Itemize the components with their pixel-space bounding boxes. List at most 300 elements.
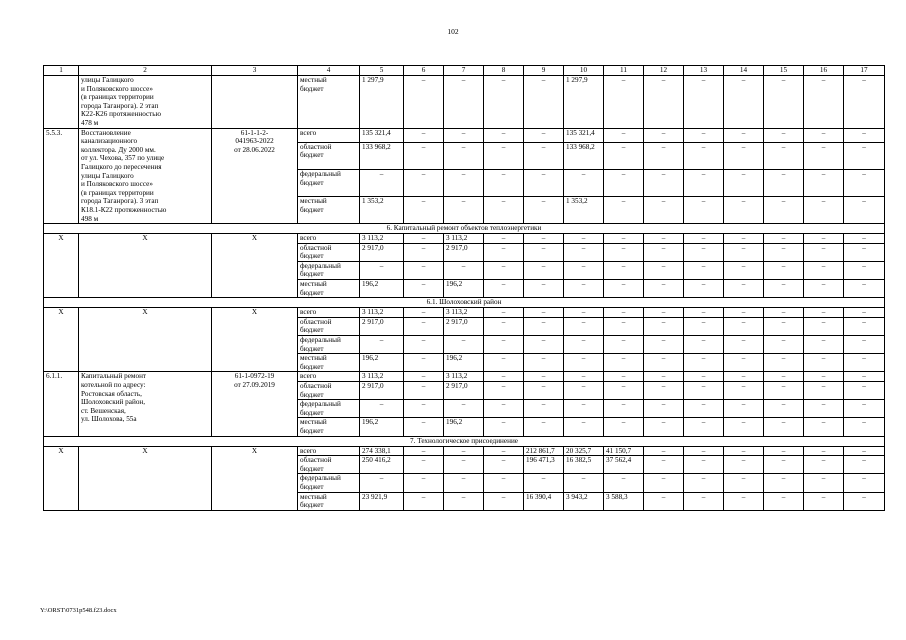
value-cell: – bbox=[764, 234, 804, 244]
value-cell: 2 917,0 bbox=[360, 382, 404, 400]
value-cell: – bbox=[764, 169, 804, 196]
value-cell: – bbox=[724, 169, 764, 196]
funding-source-cell: местный бюджет bbox=[298, 492, 360, 510]
value-cell: – bbox=[484, 169, 524, 196]
item-number-cell: Х bbox=[44, 308, 79, 372]
value-cell: 212 861,7 bbox=[524, 446, 564, 456]
value-cell: – bbox=[444, 336, 484, 354]
value-cell: – bbox=[684, 382, 724, 400]
table-row bbox=[44, 308, 885, 318]
value-cell: – bbox=[524, 336, 564, 354]
funding-source-cell: всего bbox=[298, 128, 360, 142]
value-cell: 3 113,2 bbox=[360, 372, 404, 382]
value-cell: – bbox=[404, 354, 444, 372]
value-cell: – bbox=[684, 280, 724, 298]
value-cell: – bbox=[564, 418, 604, 436]
value-cell: – bbox=[684, 261, 724, 279]
column-number-cell: 17 bbox=[844, 66, 885, 76]
value-cell: 3 113,2 bbox=[444, 372, 484, 382]
value-cell: – bbox=[484, 234, 524, 244]
funding-source-cell: местный бюджет bbox=[298, 197, 360, 224]
document-number-cell: Х bbox=[212, 446, 298, 510]
value-cell: – bbox=[644, 261, 684, 279]
value-cell: 2 917,0 bbox=[444, 243, 484, 261]
section-title: 6. Капитальный ремонт объектов теплоэнергетики bbox=[44, 224, 885, 234]
value-cell: – bbox=[484, 474, 524, 492]
value-cell: – bbox=[764, 418, 804, 436]
value-cell: – bbox=[764, 382, 804, 400]
value-cell: – bbox=[804, 308, 844, 318]
value-cell: – bbox=[360, 169, 404, 196]
table-row bbox=[44, 76, 885, 129]
value-cell: – bbox=[444, 456, 484, 474]
column-number-cell: 5 bbox=[360, 66, 404, 76]
funding-source-cell: областной бюджет bbox=[298, 142, 360, 169]
value-cell: – bbox=[764, 400, 804, 418]
value-cell: 2 917,0 bbox=[444, 382, 484, 400]
value-cell: – bbox=[404, 142, 444, 169]
funding-source-cell: областной бюджет bbox=[298, 456, 360, 474]
document-number-cell: 61-1-1-2- 041963-2022 от 28.06.2022 bbox=[212, 128, 298, 224]
funding-source-cell: местный бюджет bbox=[298, 354, 360, 372]
value-cell: – bbox=[804, 243, 844, 261]
funding-source-cell: местный бюджет bbox=[298, 76, 360, 129]
value-cell: – bbox=[404, 280, 444, 298]
value-cell: – bbox=[724, 400, 764, 418]
value-cell: – bbox=[844, 317, 885, 335]
value-cell: – bbox=[804, 234, 844, 244]
value-cell: – bbox=[484, 142, 524, 169]
file-path-footer: Y:\ORST\0731p548.f23.docx bbox=[40, 607, 117, 614]
value-cell: – bbox=[644, 169, 684, 196]
value-cell: – bbox=[404, 243, 444, 261]
column-number-cell: 13 bbox=[684, 66, 724, 76]
value-cell: 133 968,2 bbox=[564, 142, 604, 169]
value-cell: 16 390,4 bbox=[524, 492, 564, 510]
value-cell: – bbox=[844, 308, 885, 318]
value-cell: – bbox=[724, 308, 764, 318]
value-cell: – bbox=[604, 280, 644, 298]
value-cell: – bbox=[724, 243, 764, 261]
value-cell: – bbox=[484, 128, 524, 142]
value-cell: – bbox=[764, 336, 804, 354]
value-cell: – bbox=[684, 474, 724, 492]
value-cell: 3 113,2 bbox=[360, 308, 404, 318]
value-cell: – bbox=[684, 317, 724, 335]
value-cell: – bbox=[564, 336, 604, 354]
value-cell: – bbox=[604, 128, 644, 142]
document-number-cell: Х bbox=[212, 308, 298, 372]
value-cell: – bbox=[644, 128, 684, 142]
document-number-cell: Х bbox=[212, 234, 298, 298]
value-cell: – bbox=[844, 474, 885, 492]
value-cell: – bbox=[764, 280, 804, 298]
value-cell: – bbox=[844, 76, 885, 129]
value-cell: – bbox=[604, 336, 644, 354]
value-cell: – bbox=[684, 243, 724, 261]
value-cell: – bbox=[764, 128, 804, 142]
value-cell: – bbox=[444, 261, 484, 279]
value-cell: – bbox=[764, 354, 804, 372]
value-cell: 3 113,2 bbox=[360, 234, 404, 244]
value-cell: – bbox=[804, 446, 844, 456]
value-cell: – bbox=[360, 261, 404, 279]
item-number-cell: 6.1.1. bbox=[44, 372, 79, 436]
value-cell: – bbox=[724, 418, 764, 436]
value-cell: 1 353,2 bbox=[360, 197, 404, 224]
value-cell: – bbox=[684, 169, 724, 196]
value-cell: – bbox=[444, 492, 484, 510]
value-cell: – bbox=[644, 76, 684, 129]
value-cell: – bbox=[564, 308, 604, 318]
value-cell: – bbox=[524, 142, 564, 169]
value-cell: – bbox=[524, 382, 564, 400]
value-cell: – bbox=[724, 142, 764, 169]
value-cell: – bbox=[564, 280, 604, 298]
column-number-cell: 14 bbox=[724, 66, 764, 76]
column-number-cell: 9 bbox=[524, 66, 564, 76]
value-cell: – bbox=[524, 128, 564, 142]
section-title: 7. Технологическое присоединение bbox=[44, 436, 885, 446]
value-cell: – bbox=[844, 400, 885, 418]
value-cell: – bbox=[444, 142, 484, 169]
value-cell: – bbox=[684, 446, 724, 456]
value-cell: 3 588,3 bbox=[604, 492, 644, 510]
value-cell: 2 917,0 bbox=[360, 317, 404, 335]
value-cell: – bbox=[644, 372, 684, 382]
value-cell: – bbox=[684, 372, 724, 382]
column-number-row bbox=[44, 66, 885, 76]
value-cell: 196,2 bbox=[360, 354, 404, 372]
value-cell: – bbox=[484, 372, 524, 382]
value-cell: – bbox=[804, 492, 844, 510]
value-cell: – bbox=[604, 234, 644, 244]
value-cell: 196,2 bbox=[360, 280, 404, 298]
value-cell: – bbox=[724, 234, 764, 244]
value-cell: – bbox=[484, 336, 524, 354]
value-cell: – bbox=[484, 400, 524, 418]
item-number-cell: Х bbox=[44, 446, 79, 510]
value-cell: – bbox=[524, 243, 564, 261]
value-cell: – bbox=[844, 234, 885, 244]
value-cell: 1 297,9 bbox=[564, 76, 604, 129]
value-cell: – bbox=[404, 382, 444, 400]
value-cell: – bbox=[844, 382, 885, 400]
value-cell: – bbox=[764, 492, 804, 510]
table-row bbox=[44, 372, 885, 382]
value-cell: 20 325,7 bbox=[564, 446, 604, 456]
value-cell: – bbox=[404, 446, 444, 456]
value-cell: – bbox=[724, 446, 764, 456]
value-cell: – bbox=[804, 261, 844, 279]
value-cell: – bbox=[404, 418, 444, 436]
document-number-cell: 61-1-0972-19 от 27.09.2019 bbox=[212, 372, 298, 436]
value-cell: – bbox=[724, 280, 764, 298]
value-cell: – bbox=[604, 308, 644, 318]
value-cell: – bbox=[804, 474, 844, 492]
value-cell: – bbox=[604, 354, 644, 372]
value-cell: 1 353,2 bbox=[564, 197, 604, 224]
value-cell: – bbox=[724, 354, 764, 372]
value-cell: – bbox=[604, 197, 644, 224]
value-cell: – bbox=[804, 317, 844, 335]
value-cell: – bbox=[844, 492, 885, 510]
value-cell: – bbox=[604, 372, 644, 382]
value-cell: – bbox=[804, 418, 844, 436]
value-cell: – bbox=[764, 261, 804, 279]
value-cell: – bbox=[564, 354, 604, 372]
value-cell: – bbox=[684, 76, 724, 129]
value-cell: – bbox=[804, 280, 844, 298]
value-cell: – bbox=[404, 308, 444, 318]
value-cell: – bbox=[404, 492, 444, 510]
item-number-cell: Х bbox=[44, 234, 79, 298]
value-cell: 135 321,4 bbox=[564, 128, 604, 142]
value-cell: – bbox=[764, 243, 804, 261]
table-row bbox=[44, 446, 885, 456]
value-cell: 37 562,4 bbox=[604, 456, 644, 474]
value-cell: 196,2 bbox=[444, 418, 484, 436]
value-cell: – bbox=[404, 169, 444, 196]
value-cell: – bbox=[564, 243, 604, 261]
value-cell: – bbox=[804, 400, 844, 418]
value-cell: – bbox=[524, 197, 564, 224]
value-cell: – bbox=[604, 400, 644, 418]
funding-source-cell: областной бюджет bbox=[298, 382, 360, 400]
value-cell: – bbox=[564, 400, 604, 418]
value-cell: – bbox=[724, 197, 764, 224]
value-cell: – bbox=[484, 261, 524, 279]
item-number-cell: 5.5.3. bbox=[44, 128, 79, 224]
value-cell: – bbox=[804, 382, 844, 400]
value-cell: 3 113,2 bbox=[444, 234, 484, 244]
value-cell: – bbox=[684, 336, 724, 354]
value-cell: – bbox=[764, 372, 804, 382]
value-cell: – bbox=[524, 169, 564, 196]
value-cell: – bbox=[644, 336, 684, 354]
value-cell: – bbox=[404, 128, 444, 142]
value-cell: – bbox=[644, 492, 684, 510]
value-cell: – bbox=[564, 234, 604, 244]
value-cell: – bbox=[804, 197, 844, 224]
value-cell: 196,2 bbox=[360, 418, 404, 436]
value-cell: – bbox=[844, 446, 885, 456]
value-cell: 196,2 bbox=[444, 280, 484, 298]
value-cell: – bbox=[724, 456, 764, 474]
column-number-cell: 8 bbox=[484, 66, 524, 76]
value-cell: – bbox=[404, 372, 444, 382]
value-cell: – bbox=[764, 474, 804, 492]
value-cell: – bbox=[804, 336, 844, 354]
value-cell: – bbox=[484, 446, 524, 456]
value-cell: – bbox=[604, 418, 644, 436]
value-cell: – bbox=[604, 169, 644, 196]
funding-source-cell: местный бюджет bbox=[298, 280, 360, 298]
value-cell: – bbox=[684, 400, 724, 418]
funding-source-cell: федеральный бюджет bbox=[298, 400, 360, 418]
funding-source-cell: федеральный бюджет bbox=[298, 474, 360, 492]
value-cell: – bbox=[764, 456, 804, 474]
value-cell: 135 321,4 bbox=[360, 128, 404, 142]
value-cell: – bbox=[564, 169, 604, 196]
value-cell: – bbox=[484, 418, 524, 436]
value-cell: – bbox=[684, 308, 724, 318]
section-heading-row bbox=[44, 224, 885, 234]
value-cell: 16 382,5 bbox=[564, 456, 604, 474]
value-cell: – bbox=[604, 474, 644, 492]
funding-source-cell: областной бюджет bbox=[298, 317, 360, 335]
value-cell: – bbox=[524, 418, 564, 436]
value-cell: – bbox=[764, 197, 804, 224]
column-number-cell: 11 bbox=[604, 66, 644, 76]
value-cell: 3 113,2 bbox=[444, 308, 484, 318]
column-number-cell: 2 bbox=[79, 66, 212, 76]
value-cell: – bbox=[604, 382, 644, 400]
value-cell: – bbox=[724, 492, 764, 510]
object-name-cell: улицы Галицкого и Поляковского шоссе» (в границах территории города Таганрога). 2 этап К22-К26 протяженностью 478 м bbox=[79, 76, 212, 129]
value-cell: – bbox=[724, 474, 764, 492]
table-row bbox=[44, 128, 885, 142]
value-cell: – bbox=[644, 456, 684, 474]
funding-source-cell: всего bbox=[298, 372, 360, 382]
value-cell: – bbox=[644, 354, 684, 372]
value-cell: – bbox=[404, 400, 444, 418]
value-cell: – bbox=[484, 76, 524, 129]
value-cell: – bbox=[404, 336, 444, 354]
value-cell: – bbox=[644, 474, 684, 492]
value-cell: – bbox=[644, 197, 684, 224]
object-name-cell: Х bbox=[79, 308, 212, 372]
value-cell: 133 968,2 bbox=[360, 142, 404, 169]
value-cell: – bbox=[724, 336, 764, 354]
budget-table bbox=[43, 65, 885, 511]
value-cell: – bbox=[724, 261, 764, 279]
value-cell: – bbox=[844, 354, 885, 372]
value-cell: – bbox=[844, 243, 885, 261]
funding-source-cell: местный бюджет bbox=[298, 418, 360, 436]
value-cell: – bbox=[684, 197, 724, 224]
value-cell: – bbox=[684, 142, 724, 169]
value-cell: – bbox=[484, 197, 524, 224]
value-cell: – bbox=[564, 474, 604, 492]
table-row bbox=[44, 234, 885, 244]
column-number-cell: 12 bbox=[644, 66, 684, 76]
value-cell: – bbox=[844, 128, 885, 142]
value-cell: – bbox=[444, 197, 484, 224]
value-cell: 1 297,9 bbox=[360, 76, 404, 129]
value-cell: – bbox=[524, 400, 564, 418]
value-cell: – bbox=[764, 142, 804, 169]
value-cell: – bbox=[444, 400, 484, 418]
value-cell: – bbox=[764, 76, 804, 129]
value-cell: – bbox=[524, 354, 564, 372]
value-cell: – bbox=[564, 382, 604, 400]
value-cell: – bbox=[404, 76, 444, 129]
value-cell: – bbox=[804, 142, 844, 169]
value-cell: – bbox=[844, 336, 885, 354]
value-cell: 23 921,9 bbox=[360, 492, 404, 510]
section-title: 6.1. Шолоховский район bbox=[44, 298, 885, 308]
item-number-cell bbox=[44, 76, 79, 129]
funding-source-cell: федеральный бюджет bbox=[298, 336, 360, 354]
value-cell: – bbox=[524, 234, 564, 244]
value-cell: – bbox=[524, 308, 564, 318]
value-cell: – bbox=[524, 280, 564, 298]
value-cell: – bbox=[524, 76, 564, 129]
column-number-cell: 6 bbox=[404, 66, 444, 76]
value-cell: – bbox=[604, 317, 644, 335]
value-cell: – bbox=[644, 418, 684, 436]
column-number-cell: 16 bbox=[804, 66, 844, 76]
value-cell: – bbox=[844, 142, 885, 169]
object-name-cell: Восстановление канализационного коллектора. Ду 2000 мм. от ул. Чехова, 357 по улице Галицкого до пересечения улицы Галицкого и Поляковского шоссе» (в границах территории города Таганрога). 3 этап К18.1-К22 протяженностью 498 м bbox=[79, 128, 212, 224]
value-cell: – bbox=[804, 354, 844, 372]
value-cell: – bbox=[444, 446, 484, 456]
value-cell: 196 471,3 bbox=[524, 456, 564, 474]
value-cell: – bbox=[604, 142, 644, 169]
value-cell: – bbox=[804, 128, 844, 142]
value-cell: – bbox=[844, 169, 885, 196]
value-cell: – bbox=[684, 456, 724, 474]
value-cell: – bbox=[524, 317, 564, 335]
value-cell: – bbox=[564, 372, 604, 382]
value-cell: – bbox=[484, 243, 524, 261]
document-number-cell bbox=[212, 76, 298, 129]
value-cell: 274 338,1 bbox=[360, 446, 404, 456]
value-cell: – bbox=[724, 128, 764, 142]
value-cell: – bbox=[404, 317, 444, 335]
value-cell: – bbox=[404, 234, 444, 244]
value-cell: – bbox=[844, 261, 885, 279]
value-cell: – bbox=[844, 280, 885, 298]
value-cell: – bbox=[484, 456, 524, 474]
value-cell: – bbox=[644, 280, 684, 298]
value-cell: – bbox=[484, 317, 524, 335]
page-number: 102 bbox=[447, 27, 459, 36]
value-cell: – bbox=[404, 261, 444, 279]
value-cell: – bbox=[844, 418, 885, 436]
value-cell: – bbox=[724, 372, 764, 382]
value-cell: – bbox=[604, 243, 644, 261]
value-cell: 196,2 bbox=[444, 354, 484, 372]
value-cell: – bbox=[804, 169, 844, 196]
funding-source-cell: областной бюджет bbox=[298, 243, 360, 261]
column-number-cell: 10 bbox=[564, 66, 604, 76]
value-cell: – bbox=[684, 234, 724, 244]
value-cell: – bbox=[524, 474, 564, 492]
value-cell: – bbox=[684, 354, 724, 372]
value-cell: – bbox=[404, 474, 444, 492]
value-cell: – bbox=[644, 142, 684, 169]
object-name-cell: Капитальный ремонт котельной по адресу: Ростовская область, Шолоховский район, ст. Вешенская, ул. Шолохова, 55а bbox=[79, 372, 212, 436]
value-cell: – bbox=[764, 446, 804, 456]
value-cell: – bbox=[484, 354, 524, 372]
value-cell: 41 150,7 bbox=[604, 446, 644, 456]
object-name-cell: Х bbox=[79, 446, 212, 510]
value-cell: – bbox=[444, 76, 484, 129]
value-cell: – bbox=[484, 308, 524, 318]
value-cell: 3 943,2 bbox=[564, 492, 604, 510]
section-heading-row bbox=[44, 436, 885, 446]
value-cell: – bbox=[604, 76, 644, 129]
funding-source-cell: всего bbox=[298, 308, 360, 318]
value-cell: – bbox=[844, 456, 885, 474]
value-cell: – bbox=[804, 76, 844, 129]
column-number-cell: 3 bbox=[212, 66, 298, 76]
value-cell: – bbox=[804, 372, 844, 382]
value-cell: – bbox=[360, 474, 404, 492]
value-cell: – bbox=[804, 456, 844, 474]
